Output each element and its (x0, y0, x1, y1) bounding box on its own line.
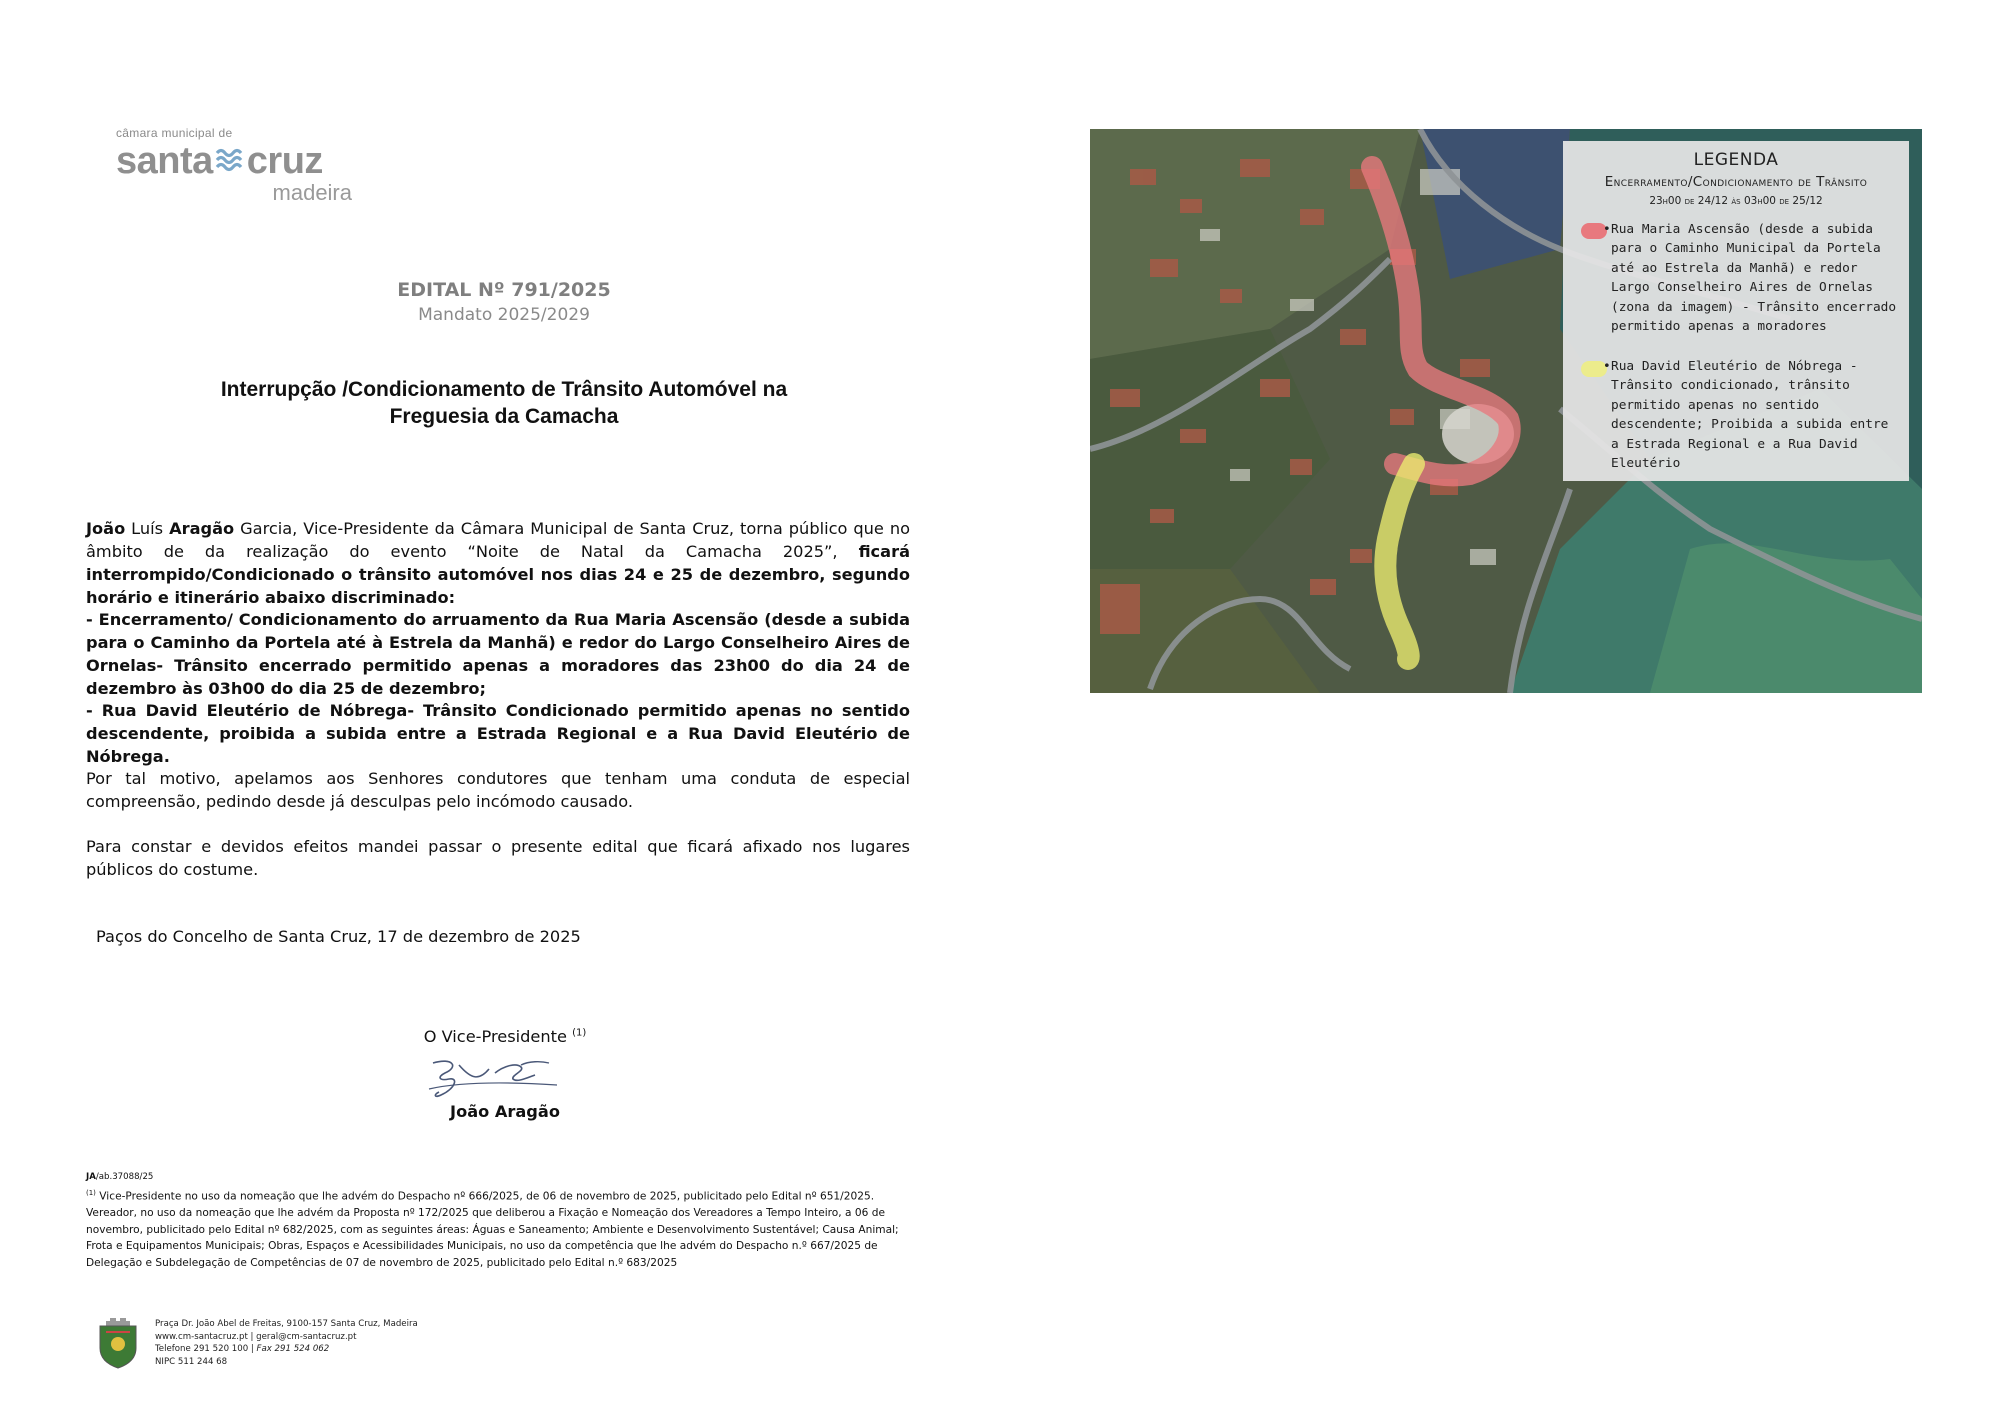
footer-address: Praça Dr. João Abel de Freitas, 9100-157 Santa Cruz, Madeira (155, 1319, 418, 1329)
legend-subtitle: Encerramento/Condicionamento de Trânsito (1604, 174, 1868, 190)
wave-icon (215, 145, 245, 175)
name-surname: Aragão (169, 519, 235, 538)
logo-name-part1: santa (116, 140, 213, 182)
legend-item-closed (1603, 220, 1897, 336)
paragraph-announcement (86, 517, 910, 609)
signatory-role-text: O Vice-Presidente (423, 1027, 567, 1046)
footer-web-email[interactable]: www.cm-santacruz.pt | geral@cm-santacruz.pt (155, 1331, 357, 1342)
logo-name-part2: cruz (246, 140, 323, 182)
footer-fax: Fax 291 524 062 (256, 1344, 330, 1355)
footnote-text: Vice-Presidente no uso da nomeação que lhe advém do Despacho nº 666/2025, de 06 de novembro de 2025, publicitado pelo Edital nº 651/2025. Vereador, no uso da nomeação que lhe advém da Proposta nº 172/2025 que deliberou a Fixação e Nomeação dos Vereadores a Tempo Inteiro, a 06 de novembro, publicitado pelo Edital nº 682/2025, com as seguintes áreas: Águas e Saneamento; Ambiente e Desenvolvimento Sustentável; Causa Animal; Frota e Equipamentos Municipais; Obras, Espaços e Acessibilidades Municipais, no uso da competência que lhe advém do Despacho n.º 667/2025 de Delegação e Subdelegação de Competências de 07 de novembro de 2025, publicitado pelo Edital n.º 683/2025 (86, 1190, 899, 1269)
title-line-1: Interrupção /Condicionamento de Trânsito Automóvel na (220, 378, 788, 401)
place-and-date: Paços do Concelho de Santa Cruz, 17 de dezembro de 2025 (96, 927, 581, 946)
text-segment: Garcia, Vice-Presidente da Câmara Municipal de Santa Cruz, torna público que no âmbito de da realização do evento “Noite de Natal da Camacha 2025”, (86, 519, 910, 561)
legend-item-conditioned-text: Rua David Eleutério de Nóbrega - Trânsito condicionado, trânsito permitido apenas no sentido descendente; Proibida a subida entre a Estrada Regional e a Rua David Eleutério (1611, 359, 1889, 472)
municipality-logo (116, 126, 376, 210)
footer-nipc: NIPC 511 244 68 (155, 1356, 228, 1367)
bullet-icon: • (1603, 359, 1611, 374)
text-bold-segment: ficará interrompido/Condicionado o trânsito automóvel nos dias 24 e 25 de dezembro, segundo horário e itinerário abaixo discriminado: (86, 542, 910, 607)
signatory-role-note: (1) (572, 1027, 587, 1039)
handwritten-signature (425, 1055, 565, 1100)
legend-item-closed-text: Rua Maria Ascensão (desde a subida para o Caminho Municipal da Portela até ao Estrela da Manhã) e redor Largo Conselheiro Aires de Ornelas (zona da imagem) - Trânsito encerrado permitido apenas a moradores (1611, 222, 1897, 335)
legend-title: LEGENDA (1693, 150, 1779, 170)
logo-municipality-line: câmara municipal de (116, 126, 233, 140)
name-first: João (86, 519, 126, 538)
title-line-2: Freguesia da Camacha (389, 405, 619, 428)
signatory-name: João Aragão (450, 1102, 560, 1121)
reference-code: /ab.37088/25 (95, 1172, 154, 1182)
footer-contacts (155, 1318, 418, 1368)
footer-phone: Telefone 291 520 100 | (155, 1344, 257, 1355)
legend-time-window: 23h00 de 24/12 às 03h00 de 25/12 (1649, 195, 1823, 207)
mandate-period: Mandato 2025/2029 (418, 305, 590, 325)
footnote-marker: (1) (86, 1189, 96, 1197)
reference-initials: JA (86, 1172, 96, 1182)
paragraph-apology: Por tal motivo, apelamos aos Senhores condutores que tenham uma conduta de especial compreensão, pedindo desde já desculpas pelo incómodo causado. (86, 769, 910, 811)
logo-name (116, 142, 323, 180)
paragraph-closure-rua-maria-ascensao: - Encerramento/ Condicionamento do arruamento da Rua Maria Ascensão (desde a subida para o Caminho da Portela até à Estrela da Manhã) e redor do Largo Conselheiro Aires de Ornelas- Trânsito encerrado permitido apenas a moradores das 23h00 do dia 24 de dezembro às 03h00 do dia 25 de dezembro; (86, 610, 910, 698)
legend-item-conditioned (1603, 357, 1897, 473)
page-title (150, 376, 858, 430)
signatory-role (400, 1027, 610, 1046)
map-legend (1563, 141, 1909, 481)
bullet-icon: • (1603, 222, 1611, 237)
footnote (86, 1185, 926, 1272)
edital-number: EDITAL Nº 791/2025 (397, 279, 611, 301)
document-reference (86, 1172, 153, 1182)
paragraph-condition-rua-david: - Rua David Eleutério de Nóbrega- Trânsito Condicionado permitido apenas no sentido descendente, proibida a subida entre a Estrada Regional e a Rua David Eleutério de Nóbrega. (86, 701, 910, 766)
text-segment: Luís (125, 519, 170, 538)
paragraph-posting: Para constar e devidos efeitos mandei passar o presente edital que ficará afixado nos lugares públicos do costume. (86, 837, 910, 879)
footer-phone-fax (155, 1343, 418, 1356)
logo-region: madeira (272, 180, 352, 205)
coat-of-arms-icon (96, 1318, 140, 1370)
